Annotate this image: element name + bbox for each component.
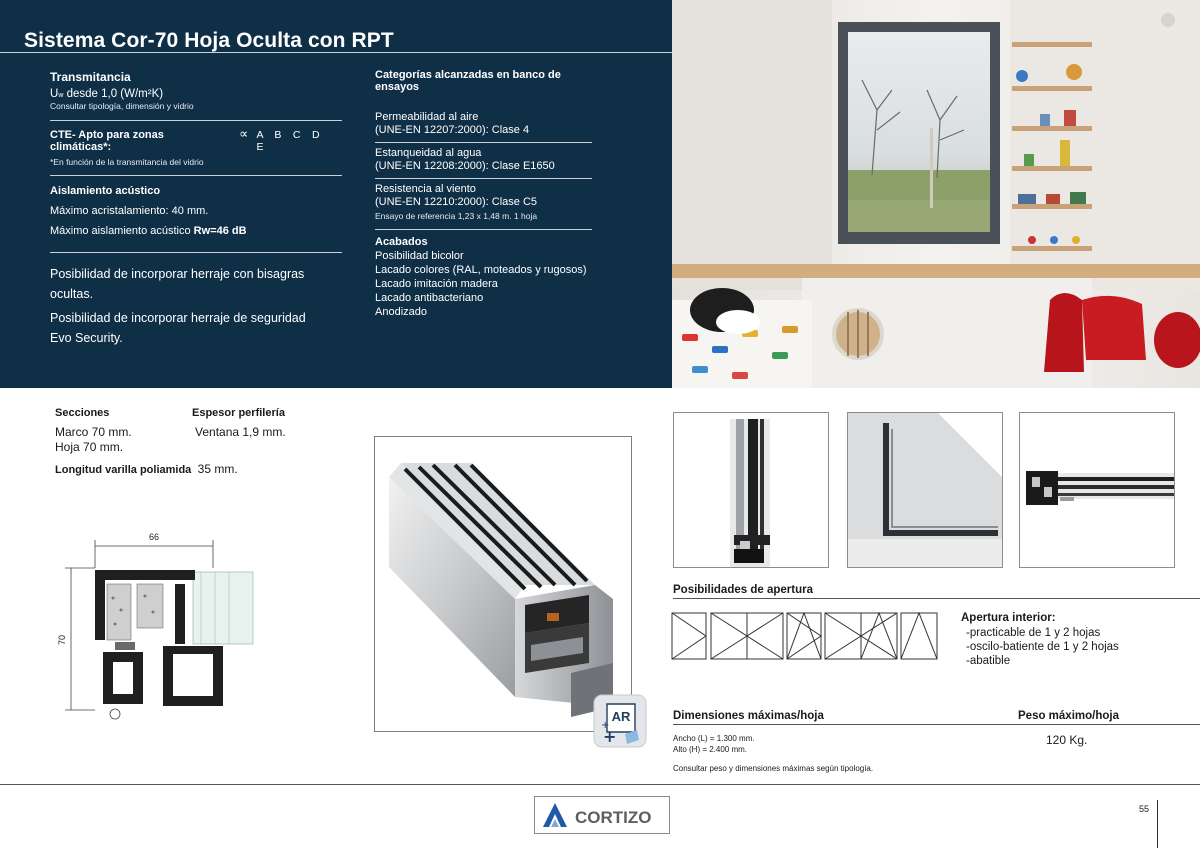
estanqueidad: Estanqueidad al agua (UNE-EN 12208:2000): Clase E1650 [375,147,555,172]
opening-type-diagrams [671,612,939,662]
cte-heading: CTE- Apto para zonas climáticas*: [50,129,164,153]
espesor [192,407,286,439]
profile-front-illustration [674,413,829,568]
alto-value: Alto (H) = 2.400 mm. [673,745,748,754]
footer-divider [0,784,1200,785]
page-number-divider [1157,800,1158,848]
acabado-item: Lacado antibacteriano [375,292,484,304]
aislamiento-line1: Máximo acristalamiento: 40 mm. [50,205,209,217]
svg-text:+: + [601,720,610,731]
u-number: desde 1,0 (W/m²K) [63,88,164,100]
thumb-profile-front [673,412,829,568]
ar-badge-icon [593,694,647,748]
dim-height-label: 70 [57,634,67,646]
secciones [55,407,132,454]
dimensiones-divider [673,724,1200,725]
corner-illustration [848,413,1003,568]
dimensiones-values [673,733,873,774]
left-specs [50,70,342,253]
dim-width-label: 66 [148,532,160,542]
brand-name: CORTIZO [575,808,652,827]
peso-heading: Peso máximo/hoja [1018,710,1119,722]
espesor-heading: Espesor perfilería [192,407,285,419]
apertura-interior-heading: Apertura interior: [961,612,1056,624]
profile-section-drawing [55,528,255,738]
divider [50,252,342,253]
page-number: 55 [1139,804,1150,814]
room-photo [672,0,1200,388]
thumb-profile-top [1019,412,1175,568]
resistencia: Resistencia al viento (UNE-EN 12210:2000): Clase C5 Ensayo de referencia 1,23 x 1,48 m. 1 hoja [375,183,538,221]
peso-value: 120 Kg. [1046,733,1088,747]
divider [50,120,342,121]
divider [375,178,592,179]
consultar-note: Consultar peso y dimensiones máximas según tipología. [673,764,874,773]
alpha-symbol: ∝ [239,127,249,142]
page-title: Sistema Cor-70 Hoja Oculta con RPT [24,29,394,52]
transmitancia-note: Consultar tipología, dimensión y vidrio [50,101,194,111]
cortizo-logo-mark [535,797,671,835]
u-subscript: w [58,92,64,99]
profile-3d-illustration [375,437,632,732]
profile-top-illustration [1020,413,1175,568]
varilla-heading: Longitud varilla poliamida [55,464,192,476]
ventana-value: Ventana 1,9 mm. [195,425,286,439]
right-specs [375,69,592,319]
ar-badge [593,694,647,748]
transmitancia-value [50,88,342,100]
varilla [55,462,238,476]
marco-value: Marco 70 mm. [55,425,132,439]
acabados-heading: Acabados [375,236,428,248]
divider [375,142,592,143]
divider [50,175,342,176]
u-symbol: U [50,88,59,100]
categorias-heading: Categorías alcanzadas en banco de ensayos [375,69,561,93]
acabado-item: Anodizado [375,306,427,318]
varilla-value: 35 mm. [197,462,238,476]
climate-zones: A B C D E [256,129,324,153]
dimensiones-heading: Dimensiones máximas/hoja [673,710,824,722]
permeabilidad: Permeabilidad al aire (UNE-EN 12207:2000): Clase 4 [375,111,530,136]
apertura-heading: Posibilidades de apertura [673,584,813,596]
info-panel [0,0,672,388]
thumb-corner [847,412,1003,568]
profile-render [374,436,632,732]
secciones-heading: Secciones [55,407,110,419]
apertura-item: -abatible [966,655,1011,667]
acabado-item: Posibilidad bicolor [375,250,464,262]
ar-label: AR [611,709,631,724]
title-divider [0,52,672,53]
apertura-divider [673,598,1200,599]
section-drawing [55,528,255,738]
apertura-interior [961,612,1119,667]
rw-value: Rw=46 dB [193,225,247,237]
hoja-value: Hoja 70 mm. [55,440,124,454]
aislamiento-heading: Aislamiento acústico [50,185,161,197]
ancho-value: Ancho (L) = 1.300 mm. [673,734,755,743]
divider [375,229,592,230]
herrajes [50,264,320,348]
cortizo-logo [534,796,670,834]
transmitancia-heading: Transmitancia [50,70,131,84]
acabado-item: Lacado colores (RAL, moteados y rugosos) [375,264,587,276]
cte-note: *En función de la transmitancia del vidrio [50,157,204,167]
room-illustration [672,0,1200,388]
herraje-seguridad: Posibilidad de incorporar herraje de seguridad Evo Security. [50,311,306,345]
acabado-item: Lacado imitación madera [375,278,498,290]
apertura-item: -oscilo-batiente de 1 y 2 hojas [966,641,1119,653]
aislamiento-line2: Máximo aislamiento acústico Rw=46 dB [50,225,247,237]
apertura-item: -practicable de 1 y 2 hojas [966,627,1101,639]
svg-text:+: + [603,727,617,746]
cte-row [50,127,342,153]
herraje-bisagras: Posibilidad de incorporar herraje con bisagras ocultas. [50,267,305,301]
